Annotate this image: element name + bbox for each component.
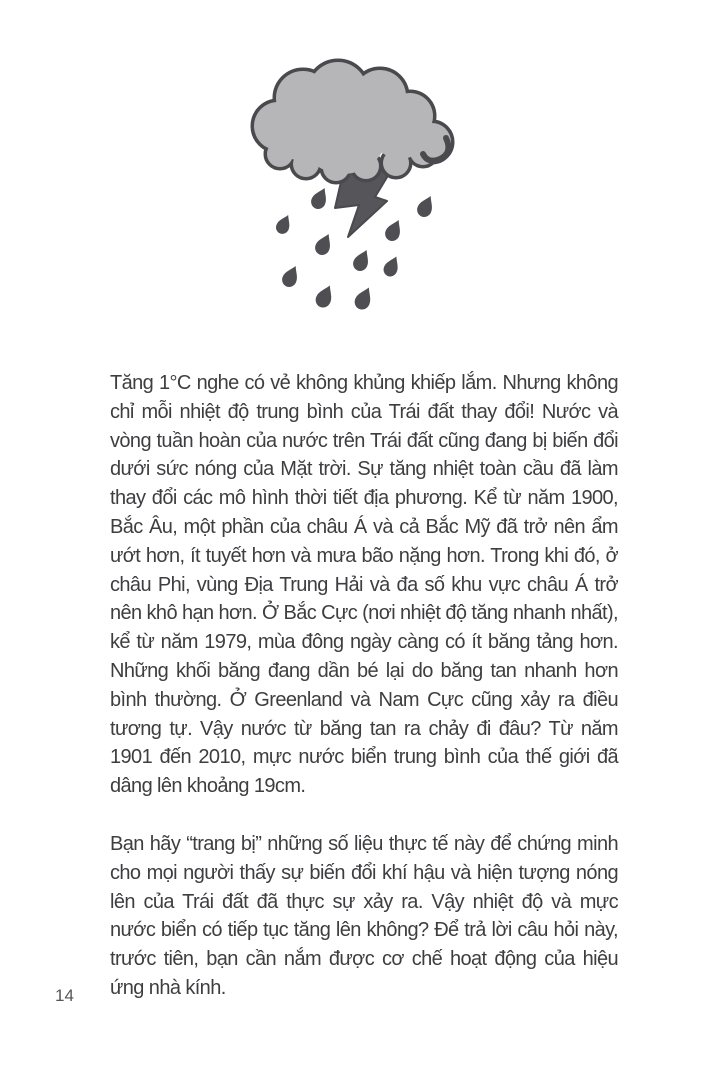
paragraph-1: Tăng 1°C nghe có vẻ không khủng khiếp lắm. Nhưng không chỉ mỗi nhiệt độ trung bình của Trái đất thay đổi! Nước và vòng tuần hoàn của nước trên Trái đất cũng đang bị biến đổi dưới sức nóng của Mặt trời. Sự tăng nhiệt toàn cầu đã làm thay đổi các mô hình thời tiết địa phương. Kể từ năm 1900, Bắc Âu, một phần của châu Á và cả Bắc Mỹ đã trở nên ẩm ướt hơn, ít tuyết hơn và mưa bão nặng hơn. Trong khi đó, ở châu Phi, vùng Địa Trung Hải và đa số khu vực châu Á trở nên khô hạn hơn. Ở Bắc Cực (nơi nhiệt độ tăng nhanh nhất), kể từ năm 1979, mùa đông ngày càng có ít băng tảng hơn. Những khối băng đang dần bé lại do băng tan nhanh hơn bình thường. Ở Greenland và Nam Cực cũng xảy ra điều tương tự. Vậy nước từ băng tan ra chảy đi đâu? Từ năm 1901 đến 2010, mực nước biển trung bình của thế giới đã dâng lên khoảng 19cm. — [110, 372, 618, 798]
raindrop — [381, 254, 402, 279]
raindrop — [309, 185, 332, 211]
raindrop — [351, 247, 374, 273]
storm-cloud-illustration — [248, 56, 460, 318]
body-text — [110, 369, 618, 1003]
page-number: 14 — [55, 986, 74, 1005]
raindrop — [415, 193, 438, 219]
raindrop — [313, 231, 336, 257]
paragraph-2: Bạn hãy “trang bị” những số liệu thực tế này để chứng minh cho mọi người thấy sự biến đổi khí hậu và hiện tượng nóng lên của Trái đất đã thực sự xảy ra. Vậy nhiệt độ và mực nước biển có tiếp tục tăng lên không? Để trả lời câu hỏi này, trước tiên, bạn cần nắm được cơ chế hoạt động của hiệu ứng nhà kính. — [110, 832, 618, 999]
raindrop — [383, 217, 406, 243]
cloud-icon — [254, 62, 451, 181]
raindrop — [280, 263, 303, 289]
raindrop — [352, 284, 376, 312]
raindrop — [274, 212, 294, 236]
storm-cloud-rain-icon — [248, 56, 460, 318]
raindrop — [313, 282, 337, 310]
